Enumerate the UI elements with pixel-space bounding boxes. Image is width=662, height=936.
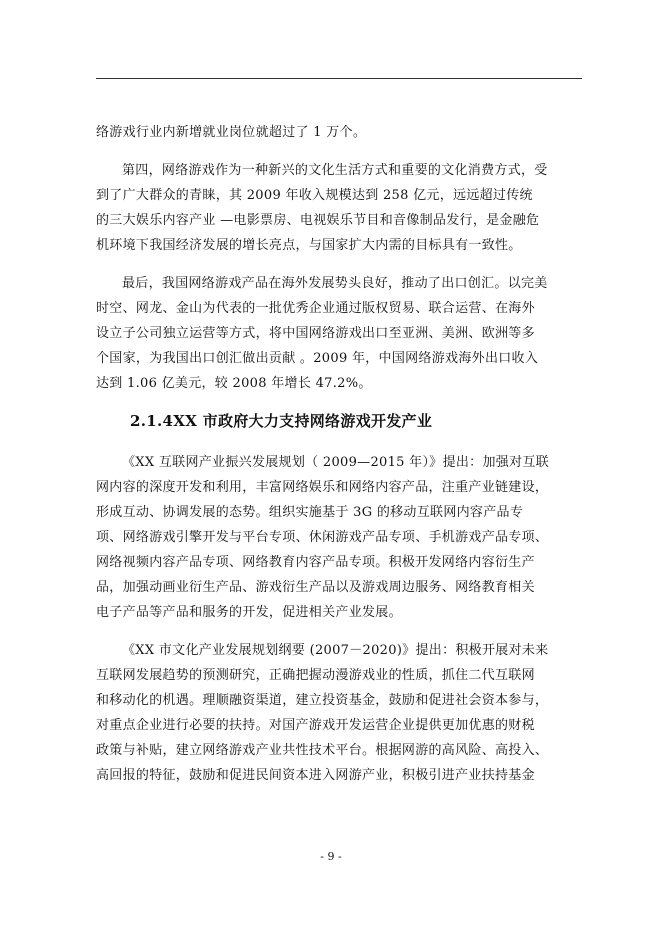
- section-heading: 2.1.4XX 市政府大力支持网络游戏开发产业: [130, 412, 433, 430]
- text-line: 最后，我国网络游戏产品在海外发展势头良好，推动了出口创汇。以完美: [122, 276, 548, 291]
- text-line: 的三大娱乐内容产业 —电影票房、电视娱乐节目和音像制品发行，是金融危: [96, 213, 540, 228]
- text-line: 项、网络游戏引擎开发与平台专项、休闲游戏产品专项、手机游戏产品专项、: [96, 530, 549, 545]
- paragraph-internet-plan: [96, 450, 582, 625]
- text-line: 形成互动、协调发展的态势。组织实施基于 3G 的移动互联网内容产品专: [96, 505, 524, 520]
- text-line: 设立子公司独立运营等方式，将中国网络游戏出口至亚洲、美洲、欧洲等多: [96, 326, 535, 341]
- text-line: 达到 1.06 亿美元，较 2008 年增长 47.2%。: [96, 376, 372, 391]
- text-line: 到了广大群众的青睐，其 2009 年收入规模达到 258 亿元，远远超过传统: [96, 188, 533, 203]
- text-line: 《XX 市文化产业发展规划纲要 (2007－2020)》提出：积极开展对未来: [122, 643, 549, 658]
- text-line: 电子产品等产品和服务的开发，促进相关产业发展。: [96, 605, 402, 620]
- text-line: 第四，网络游戏作为一种新兴的文化生活方式和重要的文化消费方式，受: [122, 163, 548, 178]
- text-line: 个国家，为我国出口创汇做出贡献 。2009 年，中国网络游戏海外出口收入: [96, 351, 539, 366]
- text-line: 络游戏行业内新增就业岗位就超过了 1 万个。: [96, 125, 367, 140]
- header-rule: [96, 78, 582, 79]
- paragraph-culture-plan: [96, 638, 582, 788]
- text-line: 和移动化的机遇。理顺融资渠道，建立投资基金，鼓励和促进社会资本参与，: [96, 693, 549, 708]
- text-line: 互联网发展趋势的预测研究，正确把握动漫游戏业的性质，抓住二代互联网: [96, 668, 535, 683]
- text-line: 政策与补贴，建立网络游戏产业共性技术平台。根据网游的高风险、高投入、: [96, 743, 549, 758]
- page-number: - 9 -: [320, 850, 342, 863]
- paragraph-fourth-point: [96, 158, 582, 258]
- paragraph-continuation: [96, 120, 582, 145]
- text-line: 《XX 互联网产业振兴发展规划（ 2009—2015 年）》提出：加强对互联: [122, 455, 549, 470]
- text-line: 网内容的深度开发和利用，丰富网络娱乐和网络内容产品，注重产业链建设，: [96, 480, 549, 495]
- text-line: 网络视频内容产品专项、网络教育内容产品专项。积极开发网络内容衍生产: [96, 555, 535, 570]
- text-line: 品，加强动画业衍生产品、游戏衍生产品以及游戏周边服务、网络教育相关: [96, 580, 535, 595]
- text-line: 时空、网龙、金山为代表的一批优秀企业通过版权贸易、联合运营、在海外: [96, 301, 535, 316]
- page-body: [96, 120, 582, 801]
- text-line: 高回报的特征，鼓励和促进民间资本进入网游产业，积极引进产业扶持基金: [96, 768, 535, 783]
- text-line: 机环境下我国经济发展的增长亮点，与国家扩大内需的目标具有一致性。: [96, 238, 522, 253]
- text-line: 对重点企业进行必要的扶持。对国产游戏开发运营企业提供更加优惠的财税: [96, 718, 535, 733]
- paragraph-finally: [96, 271, 582, 396]
